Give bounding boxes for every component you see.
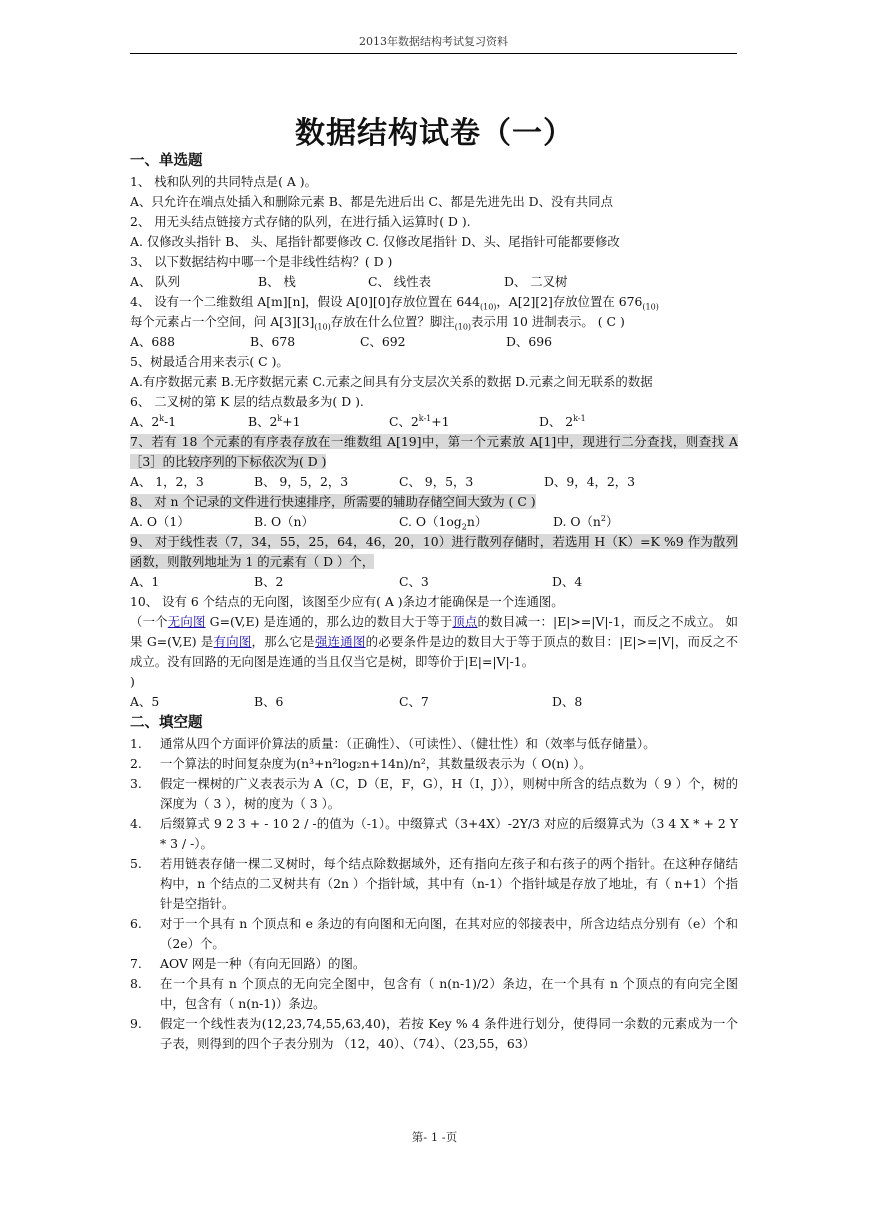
item-text: 在一个具有 n 个顶点的无向完全图中，包含有（ n(n-1)/2）条边，在一个具有 n 个顶点的有向完全图中，包含有（ n(n-1)）条边。 [160, 976, 738, 1011]
option-b: B、6 [254, 694, 284, 709]
question-5: 5、树最适合用来表示( C )。 [130, 354, 289, 369]
option-b: B、2 [254, 574, 284, 589]
option-c: C、692 [360, 334, 406, 349]
page-header: 2013年数据结构考试复习资料 [130, 33, 737, 54]
explanation-text: ，那么它是 [251, 634, 315, 649]
option-text: D. O（n [553, 514, 601, 529]
question-4-line-2 [130, 312, 738, 332]
list-item [130, 954, 738, 974]
fill-in-list [130, 734, 738, 1054]
explanation-text: G=(V,E) 是连通的，那么边的数目大于等于 [205, 614, 453, 629]
q4-text: 每个元素占一个空间，问 A[3][3] [130, 314, 315, 329]
option-d [553, 512, 618, 532]
question-7-options [130, 472, 738, 492]
list-item [130, 914, 738, 954]
item-text: 假定一棵树的广义表表示为 A（C，D（E，F，G），H（I，J）），则树中所含的结点数为（ 9 ）个，树的深度为（ 3 ），树的度为（ 3 ）。 [160, 776, 738, 811]
option-exponent: k-1 [418, 413, 432, 423]
question-8-options [130, 512, 738, 532]
question-1-options: A、只允许在端点处插入和删除元素 B、都是先进后出 C、都是先进先出 D、没有共同点 [130, 194, 613, 209]
question-3: 3、 以下数据结构中哪一个是非线性结构？( D ) [130, 254, 393, 269]
option-b: B、 栈 [258, 274, 296, 289]
option-text: B、2 [248, 414, 278, 429]
option-text: C、2 [389, 414, 419, 429]
question-8 [130, 492, 738, 512]
option-d: D、8 [552, 694, 583, 709]
option-a [130, 412, 248, 432]
q4-text: 4、 设有一个二维数组 A[m][n]，假设 A[0][0]存放位置在 644 [130, 294, 480, 309]
option-exponent: k-1 [573, 413, 586, 423]
question-4-line-1 [130, 292, 738, 312]
explanation-text: 的数目减一：|E|>=|V|-1，而反之不成立。 如果 G=(V,E) 是 [130, 614, 739, 649]
question-7 [130, 432, 738, 472]
list-item [130, 774, 738, 814]
option-c: C、7 [399, 694, 429, 709]
question-6-options [130, 412, 738, 432]
option-b: B、 9，5，2，3 [254, 474, 349, 489]
option-text: A、2 [130, 414, 160, 429]
item-number: 3. [130, 776, 142, 791]
option-d [539, 412, 586, 432]
list-item [130, 734, 738, 754]
list-item [130, 814, 738, 854]
item-number: 1. [130, 736, 142, 751]
option-text: C. O（1og [399, 514, 462, 529]
option-text: ） [606, 514, 619, 529]
item-text: 若用链表存储一棵二叉树时，每个结点除数据域外，还有指向左孩子和右孩子的两个指针。在这种存储结构中，n 个结点的二叉树共有（2n ）个指针域，其中有（n-1）个指针域是存放了地址，有（ n+1）个指针是空指针。 [160, 856, 738, 911]
option-subscript: 2 [461, 522, 467, 532]
question-9-text: 9、 对于线性表（7，34，55，25，64，46，20，10）进行散列存储时，若选用 H（K）=K %9 作为散列函数，则散列地址为 1 的元素有（ D ）个， [130, 534, 738, 569]
option-b: B. O（n） [254, 514, 314, 529]
option-a: A、 1，2，3 [130, 474, 204, 489]
option-c: C、 9，5，3 [399, 474, 474, 489]
option-c: C、3 [399, 574, 429, 589]
page-footer: 第- 1 -页 [411, 1130, 458, 1144]
question-10-options [130, 692, 738, 712]
question-10: 10、 设有 6 个结点的无向图，该图至少应有( A )条边才能确保是一个连通图。 [130, 594, 564, 609]
item-text: 通常从四个方面评价算法的质量：（正确性）、（可读性）、（健壮性）和（效率与低存储量）。 [160, 736, 656, 751]
option-exponent: k [159, 413, 165, 423]
option-b [248, 412, 389, 432]
q4-text: ，A[2][2]存放位置在 676 [496, 294, 643, 309]
item-number: 4. [130, 816, 142, 831]
option-a: A、688 [130, 334, 175, 349]
question-5-options: A.有序数据元素 B.无序数据元素 C.元素之间具有分支层次关系的数据 D.元素之间无联系的数据 [130, 374, 653, 389]
option-a: A、1 [130, 574, 160, 589]
item-text: 假定一个线性表为(12,23,74,55,63,40)，若按 Key % 4 条件进行划分，使得同一余数的元素成为一个子表，则得到的四个子表分别为 （12，40）、（74）、（23,55，63） [160, 1016, 738, 1051]
option-c [389, 412, 539, 432]
item-number: 2. [130, 756, 142, 771]
option-exponent: k [277, 413, 283, 423]
option-b: B、678 [250, 334, 296, 349]
item-text: 对于一个具有 n 个顶点和 e 条边的有向图和无向图，在其对应的邻接表中，所含边结点分别有（e）个和（2e）个。 [160, 916, 738, 951]
option-text: -1 [164, 414, 177, 429]
question-1: 1、 栈和队列的共同特点是( A )。 [130, 174, 318, 189]
question-9-options [130, 572, 738, 592]
q4-subscript: (10) [642, 302, 659, 312]
list-item [130, 1014, 738, 1054]
link-directed-graph[interactable]: 有向图 [213, 634, 252, 649]
option-d: D、9，4，2，3 [544, 474, 636, 489]
q4-text: 表示用 10 进制表示。 ( C ) [471, 314, 625, 329]
option-a: A. O（1） [130, 514, 190, 529]
question-7-text: 7、若有 18 个元素的有序表存放在一维数组 A[19]中，第一个元素放 A[1]中，现进行二分查找，则查找 A［3］的比较序列的下标依次为( D ) [130, 434, 738, 469]
item-number: 5. [130, 856, 142, 871]
link-undirected-graph[interactable]: 无向图 [167, 614, 206, 629]
section-heading-single-choice: 一、单选题 [130, 153, 203, 169]
question-3-options [130, 272, 738, 292]
document-body [130, 150, 738, 1054]
link-strongly-connected-graph[interactable]: 强连通图 [314, 634, 366, 649]
option-text: n） [466, 514, 488, 529]
option-d: D、4 [552, 574, 583, 589]
option-d: D、 二叉树 [504, 274, 568, 289]
question-4-options [130, 332, 738, 352]
option-c [399, 512, 553, 532]
q4-subscript: (10) [314, 322, 331, 332]
question-9 [130, 532, 738, 572]
option-a: A、5 [130, 694, 160, 709]
option-a: A、 队列 [130, 274, 181, 289]
item-number: 6. [130, 916, 142, 931]
option-text: +1 [282, 414, 301, 429]
q4-subscript: (10) [480, 302, 497, 312]
q4-text: 存放在什么位置？脚注 [330, 314, 455, 329]
item-text: AOV 网是一种（有向无回路）的图。 [160, 956, 366, 971]
section-heading-fill-in: 二、填空题 [130, 715, 203, 731]
item-number: 8. [130, 976, 142, 991]
question-8-text: 8、 对 n 个记录的文件进行快速排序，所需要的辅助存储空间大致为 ( C ) [130, 494, 536, 509]
question-2-options: A. 仅修改头指针 B、 头、尾指针都要修改 C. 仅修改尾指针 D、头、尾指针可能都要修改 [130, 234, 620, 249]
item-text: 一个算法的时间复杂度为(n³+n²log₂n+14n)/n²，其数量级表示为（ O(n) ）。 [160, 756, 592, 771]
item-number: 9. [130, 1016, 142, 1031]
option-exponent: 2 [600, 513, 606, 523]
item-text: 后缀算式 9 2 3 + - 10 2 / -的值为（-1）。中缀算式（3+4X）-2Y/3 对应的后缀算式为（3 4 X * + 2 Y * 3 / -）。 [160, 816, 738, 851]
q4-subscript: (10) [454, 322, 472, 332]
list-item [130, 854, 738, 914]
list-item [130, 754, 738, 774]
question-10-close: ) [130, 674, 135, 689]
option-text: D、 2 [539, 414, 574, 429]
option-text: +1 [431, 414, 450, 429]
link-vertex[interactable]: 顶点 [452, 614, 478, 629]
option-d: D、696 [506, 334, 552, 349]
question-6: 6、 二叉树的第 K 层的结点数最多为( D ). [130, 394, 364, 409]
item-number: 7. [130, 956, 142, 971]
explanation-text: 的必要条件是边的数目大于等于顶点的数目：|E|>=|V|，而反之不成立。没有回路的无向图是连通的当且仅当它是树，即等价于|E|=|V|-1。 [130, 634, 739, 669]
question-10-explanation [130, 612, 738, 672]
list-item [130, 974, 738, 1014]
option-c: C、 线性表 [368, 274, 431, 289]
explanation-text: （一个 [130, 614, 168, 629]
question-2: 2、 用无头结点链接方式存储的队列，在进行插入运算时( D ). [130, 214, 471, 229]
page-title: 数据结构试卷（一） [295, 116, 574, 151]
